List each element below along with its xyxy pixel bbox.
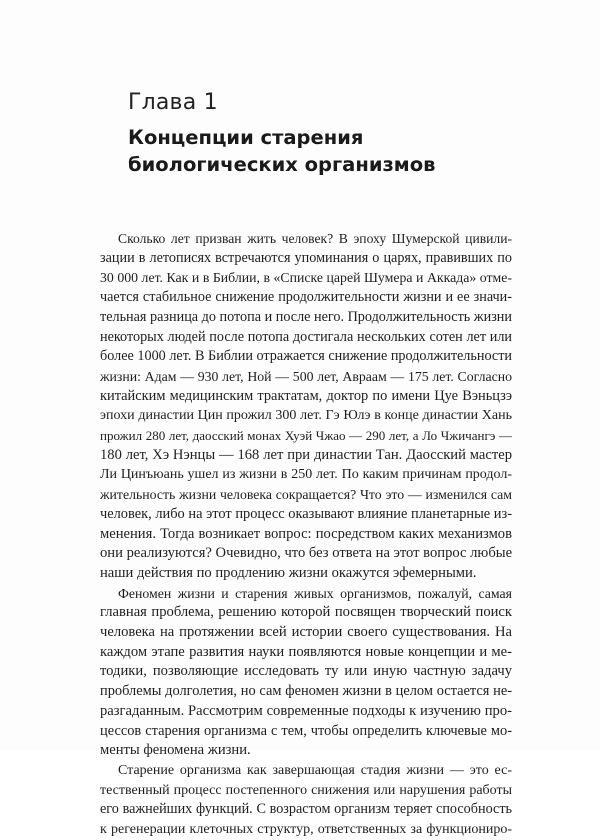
paragraph [100,584,512,761]
text-line: менения. Тогда возникает вопрос: посредством каких механизмов [100,525,512,542]
text-line: жительность жизни человека сокращается? Что это — изменился сам [100,487,512,503]
text-line: зации в летописях встречаются упоминания о царях, правивших по [100,249,512,266]
text-line: человек, либо на этот процесс оказывают влияние планетарные из- [100,505,512,522]
text-line: чается стабильное снижение продолжительности жизни и ее значи- [100,289,512,306]
text-line: главная проблема, решению которой посвящен творческий поиск [100,604,512,621]
text-line: человека на протяжении всей истории своего существования. На [100,624,512,641]
text-line: Старение организма как завершающая стадия жизни — это ес- [118,762,512,778]
text-line: тественный процесс постепенного снижения или нарушения работы [100,782,512,798]
text-line: тодики, позволяющие исследовать ту или иную частную задачу [100,663,512,680]
text-line: китайским медицинским трактатам, доктор по имени Цуе Вэньцзэ [100,387,512,404]
text-line: менты феномена жизни. [100,742,251,759]
text-line: прожил 280 лет, даосский монах Хуэй Чжао — 290 лет, а Ло Чжичангэ — [100,428,512,444]
text-line: 30 000 лет. Как и в Библии, в «Списке царей Шумера и Аккада» отме- [100,270,512,286]
chapter-title-line: биологических организмов [128,153,436,176]
paragraph [100,761,512,840]
text-line: они реализуются? Очевидно, что без ответа на этот вопрос любые [100,545,513,562]
text-line: проблемы долголетия, но сам феномен жизни в целом остается не- [100,683,512,700]
text-line: некоторых людей после потопа достигала нескольких сотен лет или [100,328,512,345]
text-line: разгаданным. Рассмотрим современные подходы к изучению про- [100,702,512,719]
text-line: эпохи династии Цин прожил 300 лет. Гэ Юлэ в конце династии Хань [100,408,512,424]
text-line: Сколько лет призван жить человек? В эпоху Шумерской цивили- [118,231,512,246]
text-line: 180 лет, Хэ Нэнцы — 168 лет при династии Тан. Даосский мастер [100,446,512,463]
text-line: Ли Цинъюань ушел из жизни в 250 лет. По каким причинам продол- [100,467,512,483]
chapter-label: Глава 1 [128,90,218,115]
text-line: более 1000 лет. В Библии отражается снижение продолжительности [100,348,512,365]
text-line: Феномен жизни и старения живых организмов, пожалуй, самая [118,585,512,601]
paragraph [100,229,512,584]
text-line: тельная разница до потопа и после него. Продолжительность жизни [100,308,512,325]
chapter-title-line: Концепции старения [128,126,364,149]
chapter-title [128,124,508,178]
text-line: цессов старения организма с тем, чтобы определить ключевые мо- [100,722,512,739]
text-line: его важнейших функций. С возрастом организм теряет способность [100,801,512,818]
text-line: жизни: Адам — 930 лет, Ной — 500 лет, Авраам — 175 лет. Согласно [100,368,512,384]
body-text [100,229,512,840]
text-line: каждом этапе развития науки появляются новые концепции и ме- [100,643,512,660]
text-line: к регенерации клеточных структур, ответственных за функциониро- [100,822,512,838]
text-line: наши действия по продлению жизни окажутся эфемерными. [100,564,477,581]
